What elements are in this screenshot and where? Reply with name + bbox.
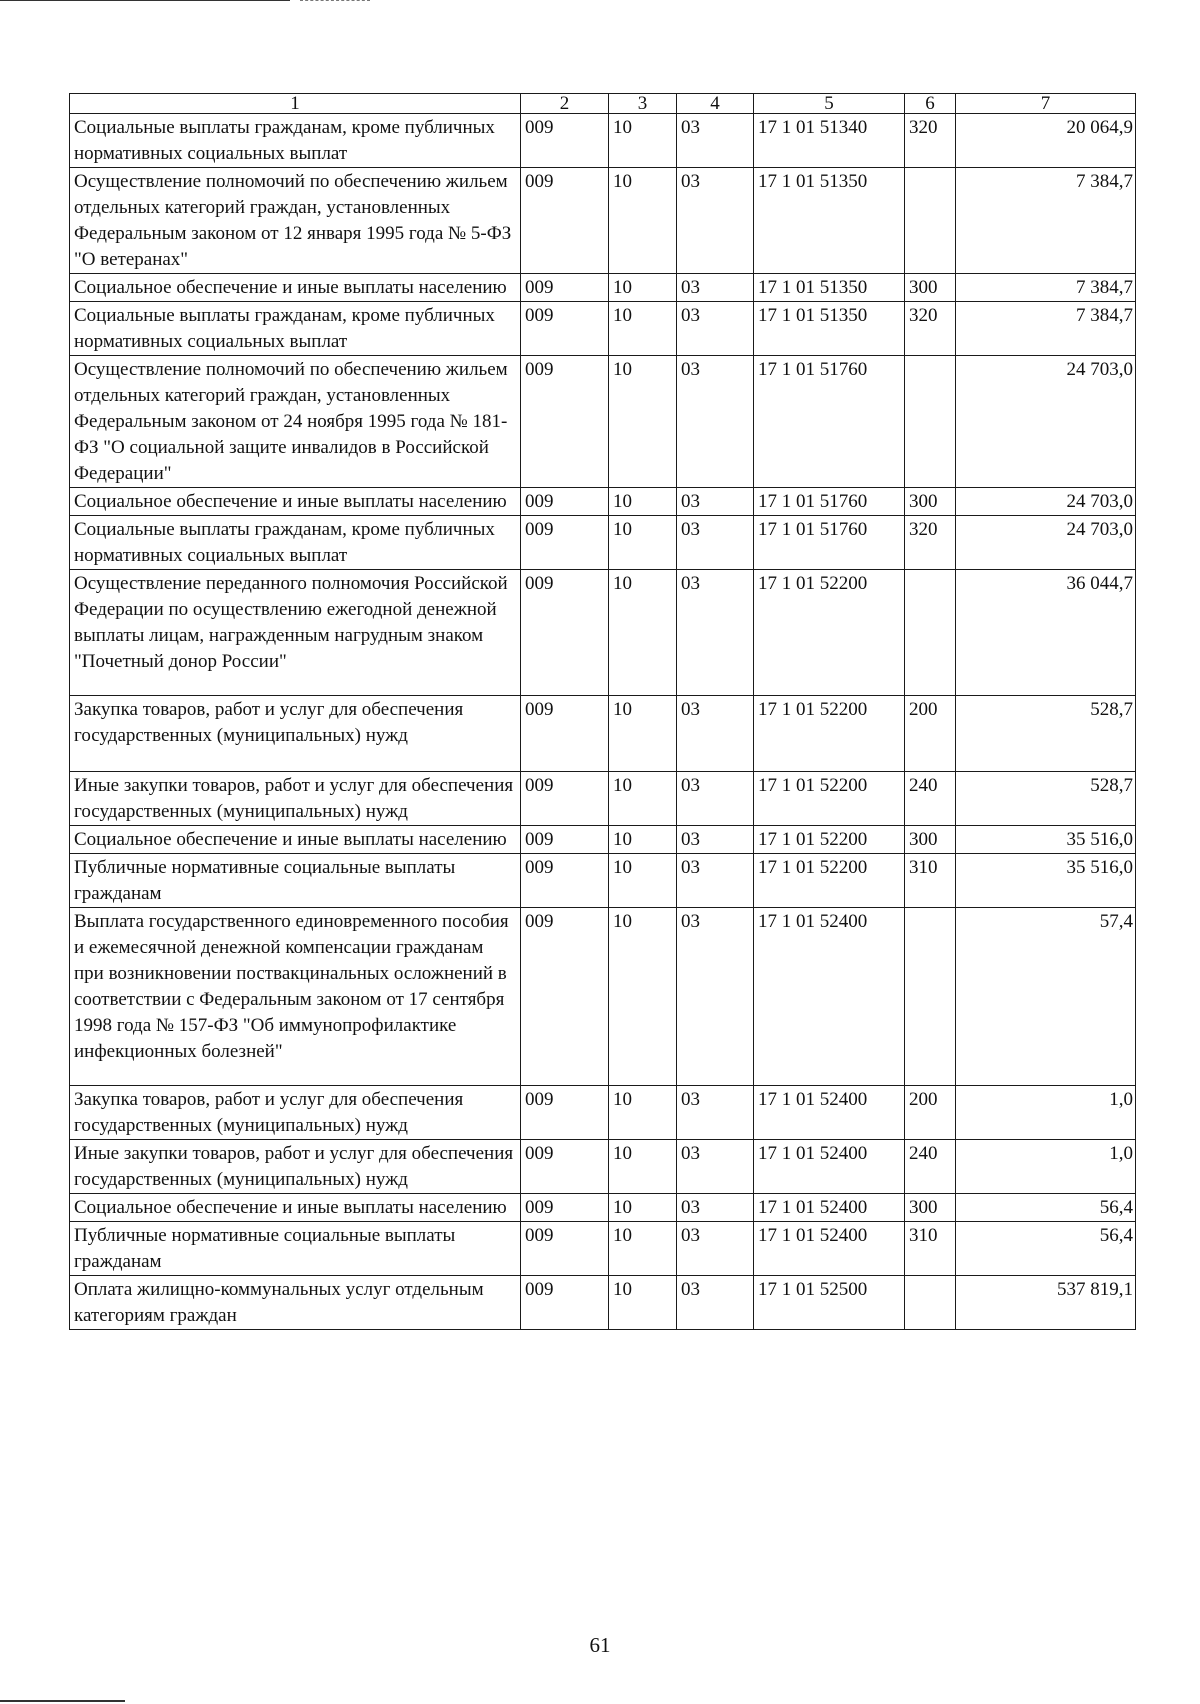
row-section-cell: 10 <box>609 696 677 772</box>
row-amount-cell: 24 703,0 <box>956 488 1136 516</box>
row-subsection-cell: 03 <box>677 772 754 826</box>
row-target-article-cell: 17 1 01 51760 <box>754 356 905 488</box>
table-header-row <box>70 94 1136 114</box>
row-name-cell: Социальные выплаты гражданам, кроме публичных нормативных социальных выплат <box>70 114 521 168</box>
row-subsection-cell: 03 <box>677 302 754 356</box>
row-name-cell: Социальное обеспечение и иные выплаты населению <box>70 1194 521 1222</box>
row-section-cell: 10 <box>609 1140 677 1194</box>
row-section-cell: 10 <box>609 114 677 168</box>
table-row <box>70 1194 1136 1222</box>
table-row <box>70 1222 1136 1276</box>
row-amount-cell: 7 384,7 <box>956 274 1136 302</box>
row-name-cell: Оплата жилищно-коммунальных услуг отдельным категориям граждан <box>70 1276 521 1330</box>
row-subsection-cell: 03 <box>677 908 754 1086</box>
row-expense-type-cell: 300 <box>905 274 956 302</box>
row-target-article-cell: 17 1 01 51350 <box>754 168 905 274</box>
row-amount-cell: 24 703,0 <box>956 516 1136 570</box>
scan-edge-line <box>0 1700 125 1702</box>
column-header: 2 <box>521 94 609 114</box>
row-ved-cell: 009 <box>521 826 609 854</box>
row-subsection-cell: 03 <box>677 488 754 516</box>
row-section-cell: 10 <box>609 168 677 274</box>
row-target-article-cell: 17 1 01 52200 <box>754 772 905 826</box>
row-ved-cell: 009 <box>521 1140 609 1194</box>
row-expense-type-cell <box>905 168 956 274</box>
row-expense-type-cell: 310 <box>905 1222 956 1276</box>
table-row <box>70 772 1136 826</box>
row-name-cell: Закупка товаров, работ и услуг для обеспечения государственных (муниципальных) нужд <box>70 696 521 772</box>
row-section-cell: 10 <box>609 1086 677 1140</box>
row-target-article-cell: 17 1 01 52200 <box>754 854 905 908</box>
row-section-cell: 10 <box>609 1194 677 1222</box>
row-expense-type-cell <box>905 356 956 488</box>
row-ved-cell: 009 <box>521 1086 609 1140</box>
row-amount-cell: 56,4 <box>956 1194 1136 1222</box>
table-row <box>70 1276 1136 1330</box>
row-subsection-cell: 03 <box>677 570 754 696</box>
row-target-article-cell: 17 1 01 52400 <box>754 1086 905 1140</box>
column-header: 6 <box>905 94 956 114</box>
row-target-article-cell: 17 1 01 51760 <box>754 488 905 516</box>
row-target-article-cell: 17 1 01 52200 <box>754 696 905 772</box>
row-expense-type-cell: 240 <box>905 772 956 826</box>
row-expense-type-cell <box>905 570 956 696</box>
row-section-cell: 10 <box>609 1276 677 1330</box>
row-target-article-cell: 17 1 01 51350 <box>754 274 905 302</box>
row-amount-cell: 7 384,7 <box>956 302 1136 356</box>
row-name-cell: Социальное обеспечение и иные выплаты населению <box>70 488 521 516</box>
row-section-cell: 10 <box>609 772 677 826</box>
row-amount-cell: 36 044,7 <box>956 570 1136 696</box>
row-name-cell: Публичные нормативные социальные выплаты гражданам <box>70 854 521 908</box>
table-row <box>70 488 1136 516</box>
row-name-cell: Закупка товаров, работ и услуг для обеспечения государственных (муниципальных) нужд <box>70 1086 521 1140</box>
row-ved-cell: 009 <box>521 1194 609 1222</box>
row-subsection-cell: 03 <box>677 1194 754 1222</box>
table-row <box>70 570 1136 696</box>
row-target-article-cell: 17 1 01 52500 <box>754 1276 905 1330</box>
row-name-cell: Осуществление полномочий по обеспечению жильем отдельных категорий граждан, установленных Федеральным законом от 12 января 1995 года № 5-ФЗ "О ветеранах" <box>70 168 521 274</box>
table-row <box>70 516 1136 570</box>
scan-edge-line <box>0 0 290 1</box>
row-name-cell: Социальные выплаты гражданам, кроме публичных нормативных социальных выплат <box>70 516 521 570</box>
column-header: 3 <box>609 94 677 114</box>
row-amount-cell: 56,4 <box>956 1222 1136 1276</box>
row-ved-cell: 009 <box>521 854 609 908</box>
row-section-cell: 10 <box>609 908 677 1086</box>
row-expense-type-cell <box>905 1276 956 1330</box>
table-body <box>70 94 1136 1330</box>
row-subsection-cell: 03 <box>677 168 754 274</box>
table-row <box>70 696 1136 772</box>
row-expense-type-cell: 300 <box>905 826 956 854</box>
column-header: 1 <box>70 94 521 114</box>
row-expense-type-cell <box>905 908 956 1086</box>
row-section-cell: 10 <box>609 516 677 570</box>
row-section-cell: 10 <box>609 826 677 854</box>
column-header: 4 <box>677 94 754 114</box>
row-amount-cell: 57,4 <box>956 908 1136 1086</box>
row-subsection-cell: 03 <box>677 1222 754 1276</box>
row-target-article-cell: 17 1 01 51760 <box>754 516 905 570</box>
scan-edge-line <box>300 0 370 1</box>
row-subsection-cell: 03 <box>677 826 754 854</box>
row-target-article-cell: 17 1 01 52400 <box>754 1222 905 1276</box>
row-ved-cell: 009 <box>521 772 609 826</box>
row-expense-type-cell: 310 <box>905 854 956 908</box>
row-name-cell: Осуществление переданного полномочия Российской Федерации по осуществлению ежегодной денежной выплаты лицам, награжденным нагрудным знаком "Почетный донор России" <box>70 570 521 696</box>
row-subsection-cell: 03 <box>677 114 754 168</box>
row-subsection-cell: 03 <box>677 516 754 570</box>
row-subsection-cell: 03 <box>677 1086 754 1140</box>
budget-table <box>69 93 1136 1330</box>
table-row <box>70 274 1136 302</box>
row-amount-cell: 24 703,0 <box>956 356 1136 488</box>
row-ved-cell: 009 <box>521 570 609 696</box>
row-target-article-cell: 17 1 01 51340 <box>754 114 905 168</box>
row-amount-cell: 528,7 <box>956 696 1136 772</box>
row-section-cell: 10 <box>609 488 677 516</box>
row-section-cell: 10 <box>609 570 677 696</box>
row-ved-cell: 009 <box>521 908 609 1086</box>
row-ved-cell: 009 <box>521 168 609 274</box>
row-name-cell: Публичные нормативные социальные выплаты гражданам <box>70 1222 521 1276</box>
row-expense-type-cell: 320 <box>905 302 956 356</box>
row-expense-type-cell: 300 <box>905 1194 956 1222</box>
row-name-cell: Иные закупки товаров, работ и услуг для обеспечения государственных (муниципальных) нужд <box>70 772 521 826</box>
row-expense-type-cell: 320 <box>905 114 956 168</box>
row-section-cell: 10 <box>609 356 677 488</box>
table-row <box>70 114 1136 168</box>
row-subsection-cell: 03 <box>677 274 754 302</box>
row-expense-type-cell: 200 <box>905 696 956 772</box>
row-ved-cell: 009 <box>521 1222 609 1276</box>
column-header: 7 <box>956 94 1136 114</box>
table-row <box>70 168 1136 274</box>
row-ved-cell: 009 <box>521 516 609 570</box>
row-ved-cell: 009 <box>521 488 609 516</box>
row-amount-cell: 20 064,9 <box>956 114 1136 168</box>
row-target-article-cell: 17 1 01 52400 <box>754 1194 905 1222</box>
row-name-cell: Осуществление полномочий по обеспечению жильем отдельных категорий граждан, установленных Федеральным законом от 24 ноября 1995 года № 181-ФЗ "О социальной защите инвалидов в Российской Федерации" <box>70 356 521 488</box>
row-ved-cell: 009 <box>521 356 609 488</box>
row-subsection-cell: 03 <box>677 1276 754 1330</box>
row-section-cell: 10 <box>609 854 677 908</box>
table-row <box>70 826 1136 854</box>
row-name-cell: Социальные выплаты гражданам, кроме публичных нормативных социальных выплат <box>70 302 521 356</box>
row-subsection-cell: 03 <box>677 696 754 772</box>
row-amount-cell: 1,0 <box>956 1086 1136 1140</box>
table-row <box>70 1086 1136 1140</box>
table-row <box>70 854 1136 908</box>
row-target-article-cell: 17 1 01 52200 <box>754 570 905 696</box>
row-name-cell: Выплата государственного единовременного пособия и ежемесячной денежной компенсации гражданам при возникновении поствакцинальных осложнений в соответствии с Федеральным законом от 17 сентября 1998 года № 157-ФЗ "Об иммунопрофилактике инфекционных болезней" <box>70 908 521 1086</box>
row-subsection-cell: 03 <box>677 1140 754 1194</box>
row-ved-cell: 009 <box>521 114 609 168</box>
row-section-cell: 10 <box>609 1222 677 1276</box>
row-subsection-cell: 03 <box>677 854 754 908</box>
row-ved-cell: 009 <box>521 696 609 772</box>
row-expense-type-cell: 240 <box>905 1140 956 1194</box>
row-target-article-cell: 17 1 01 52200 <box>754 826 905 854</box>
row-ved-cell: 009 <box>521 274 609 302</box>
table-row <box>70 356 1136 488</box>
row-amount-cell: 537 819,1 <box>956 1276 1136 1330</box>
row-amount-cell: 1,0 <box>956 1140 1136 1194</box>
row-target-article-cell: 17 1 01 51350 <box>754 302 905 356</box>
row-name-cell: Социальное обеспечение и иные выплаты населению <box>70 826 521 854</box>
column-header: 5 <box>754 94 905 114</box>
row-name-cell: Социальное обеспечение и иные выплаты населению <box>70 274 521 302</box>
row-ved-cell: 009 <box>521 302 609 356</box>
row-amount-cell: 35 516,0 <box>956 854 1136 908</box>
row-ved-cell: 009 <box>521 1276 609 1330</box>
row-amount-cell: 7 384,7 <box>956 168 1136 274</box>
row-expense-type-cell: 300 <box>905 488 956 516</box>
row-target-article-cell: 17 1 01 52400 <box>754 1140 905 1194</box>
table-row <box>70 302 1136 356</box>
page-number: 61 <box>589 1633 611 1657</box>
row-expense-type-cell: 200 <box>905 1086 956 1140</box>
row-expense-type-cell: 320 <box>905 516 956 570</box>
row-amount-cell: 528,7 <box>956 772 1136 826</box>
row-name-cell: Иные закупки товаров, работ и услуг для обеспечения государственных (муниципальных) нужд <box>70 1140 521 1194</box>
row-section-cell: 10 <box>609 302 677 356</box>
row-section-cell: 10 <box>609 274 677 302</box>
table-row <box>70 908 1136 1086</box>
row-amount-cell: 35 516,0 <box>956 826 1136 854</box>
table-row <box>70 1140 1136 1194</box>
row-subsection-cell: 03 <box>677 356 754 488</box>
row-target-article-cell: 17 1 01 52400 <box>754 908 905 1086</box>
